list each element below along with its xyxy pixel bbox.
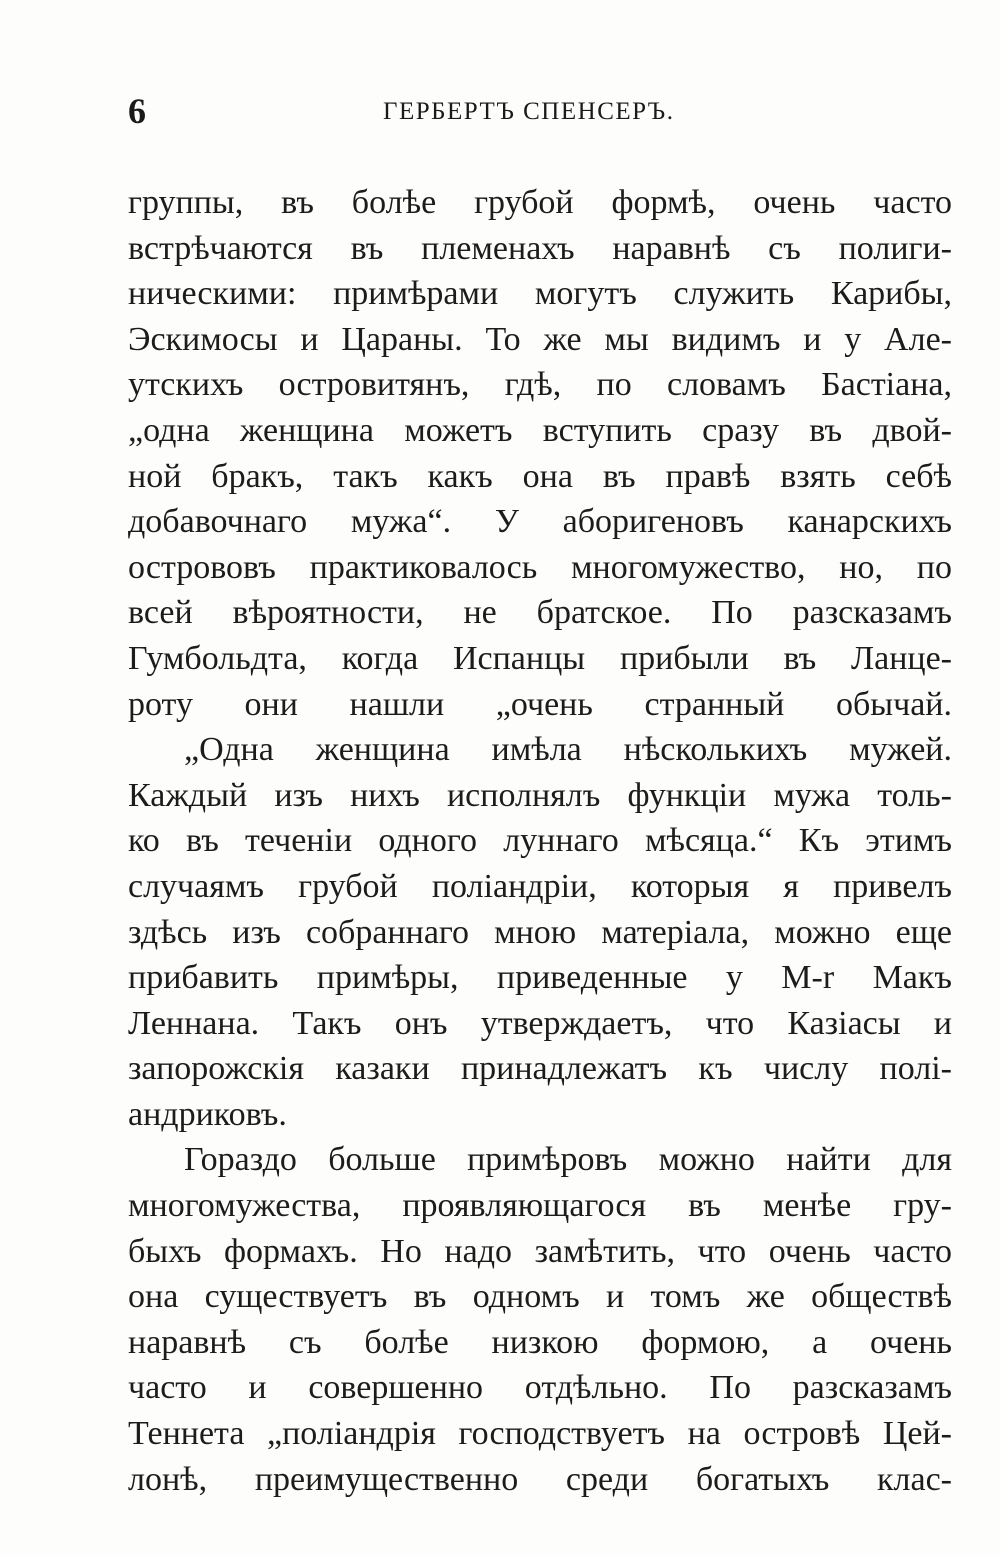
text-line: „Одна женщина имѣла нѣсколькихъ мужей. (184, 731, 952, 769)
text-line: многомужества, проявляющагося въ менѣе гру- (128, 1187, 952, 1225)
text-line: „одна женщина можетъ вступить сразу въ двой- (128, 411, 952, 449)
text-line: Эскимосы и Цараны. То же мы видимъ и у Але- (128, 320, 952, 358)
text-line: утскихъ островитянъ, гдѣ, по словамъ Бастіана, (128, 366, 952, 404)
text-line: всей вѣроятности, не братское. По разсказамъ (128, 594, 952, 632)
text-line: ной бракъ, такъ какъ она въ правѣ взять себѣ (128, 457, 952, 495)
text-line: запорожскія казаки принадлежатъ къ числу полі- (128, 1050, 952, 1088)
text-line: здѣсь изъ собраннаго мною матеріала, можно еще (128, 913, 952, 951)
text-line: наравнѣ съ болѣе низкою формою, а очень (128, 1323, 952, 1361)
text-line: ническими: примѣрами могутъ служить Карибы, (128, 275, 952, 313)
text-line: группы, въ болѣе грубой формѣ, очень часто (128, 184, 952, 221)
page-header (128, 90, 952, 150)
text-line: быхъ формахъ. Но надо замѣтить, что очень часто (128, 1232, 952, 1270)
text-line: она существуетъ въ одномъ и томъ же обществѣ (128, 1278, 952, 1316)
text-line: лонѣ, преимущественно среди богатыхъ клас- (128, 1460, 952, 1498)
text-line: острововъ практиковалось многомужество, но, по (128, 548, 952, 586)
text-line: часто и совершенно отдѣльно. По разсказамъ (128, 1369, 952, 1407)
running-head: ГЕРБЕРТЪ СПЕНСЕРЪ. (383, 98, 675, 125)
text-line: Каждый изъ нихъ исполнялъ функціи мужа толь- (128, 776, 952, 814)
text-line: андриковъ. (128, 1095, 287, 1133)
text-line: Теннета „поліандрія господствуетъ на островѣ Цей- (128, 1415, 952, 1453)
text-line: прибавить примѣры, приведенные у M-r Макъ (128, 959, 952, 997)
text-line: ко въ теченіи одного луннаго мѣсяца.“ Къ этимъ (128, 822, 952, 860)
text-line: случаямъ грубой поліандріи, которыя я привелъ (128, 867, 952, 905)
body-text (128, 180, 952, 1502)
page-number: 6 (128, 91, 146, 131)
text-line: добавочнаго мужа“. У аборигеновъ канарскихъ (128, 503, 952, 541)
text-line: Леннана. Такъ онъ утверждаетъ, что Казіасы и (128, 1004, 952, 1042)
text-line: Гораздо больше примѣровъ можно найти для (184, 1141, 952, 1179)
text-line: роту они нашли „очень странный обычай. (128, 685, 952, 723)
text-line: встрѣчаются въ племенахъ наравнѣ съ полиги- (128, 229, 952, 267)
text-line: Гумбольдта, когда Испанцы прибыли въ Ланце- (128, 639, 952, 677)
